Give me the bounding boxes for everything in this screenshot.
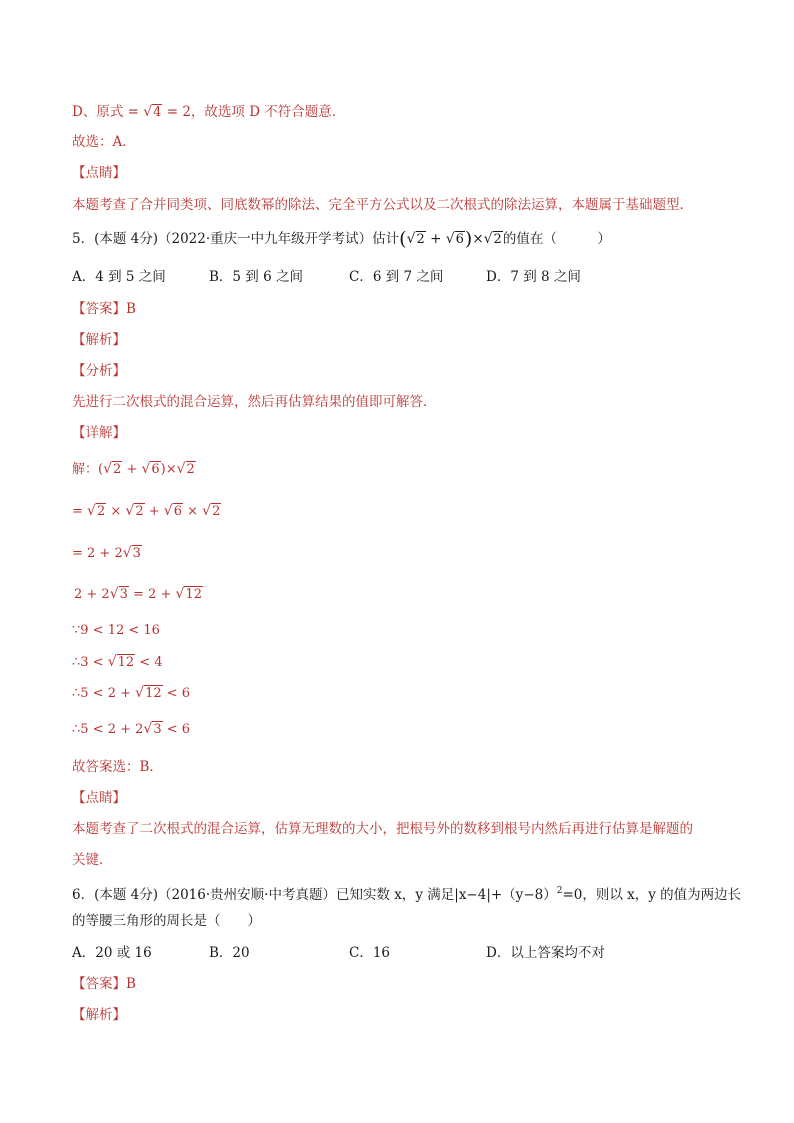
sqrt-2: √2 <box>87 503 106 519</box>
sqrt-2: √2 <box>176 461 195 477</box>
section-heading-dianjing: 【点睛】 <box>72 790 126 806</box>
option-d-explanation <box>72 103 345 122</box>
step-3: = 2 + 2√3 <box>72 545 141 561</box>
section-heading-dianjing: 【点睛】 <box>72 165 126 181</box>
question-5-stem: 5．(本题 4分)（2022·重庆一中九年级开学考试）估计(√2 + √6)×√2的值在（ ） <box>72 228 611 250</box>
option-c: C．16 <box>349 945 391 961</box>
answer-label: 【答案】B <box>72 976 136 992</box>
section-heading-jiexi: 【解析】 <box>72 332 126 348</box>
comment-text-line-2: 关键． <box>72 852 113 868</box>
sqrt-3: √3 <box>122 545 141 561</box>
option-a: A．20 或 16 <box>72 945 152 961</box>
section-heading-fenxi: 【分析】 <box>72 363 126 379</box>
option-c: C．6 到 7 之间 <box>349 269 444 285</box>
step-6: ∴3 < √12 < 4 <box>72 654 163 670</box>
answer-choice: 故选：A． <box>72 134 136 150</box>
step-7: ∴5 < 2 + √12 < 6 <box>72 685 191 701</box>
step-8: ∴5 < 2 + 2√3 < 6 <box>72 721 191 737</box>
analysis-text: 先进行二次根式的混合运算，然后再估算结果的值即可解答． <box>72 394 437 410</box>
option-b: B．5 到 6 之间 <box>209 269 303 285</box>
text: D、原式 = <box>72 104 144 120</box>
sqrt-2: √2 <box>103 461 122 477</box>
comment-text-line-1: 本题考查了二次根式的混合运算，估算无理数的大小，把根号外的数移到根号内然后再进行估算是解题的 <box>72 821 693 837</box>
sqrt-6: √6 <box>141 461 160 477</box>
sqrt-2: √2 <box>202 503 221 519</box>
text: = 2，故选项 D 不符合题意． <box>162 104 346 120</box>
sqrt-6: √6 <box>163 503 182 519</box>
answer-label: 【答案】B <box>72 301 136 317</box>
question-6-stem-line-2: 的等腰三角形的周长是（ ） <box>72 913 261 929</box>
option-d: D．以上答案均不对 <box>486 945 605 961</box>
sqrt-6: √6 <box>445 231 464 247</box>
final-answer: 故答案选：B． <box>72 759 163 775</box>
sqrt-12: √12 <box>175 586 202 602</box>
sqrt-expression: √4 <box>143 104 162 120</box>
option-a: A．4 到 5 之间 <box>72 269 166 285</box>
section-heading-xiangjie: 【详解】 <box>72 425 126 441</box>
question-6-stem-line-1: 6．(本题 4分)（2016·贵州安顺·中考真题）已知实数 x，y 满足$|x-4|+(y-8)^2=0$，则以 x，y 的值为两边长 <box>72 886 742 903</box>
sqrt-2: √2 <box>406 231 425 247</box>
sqrt-3: √3 <box>109 586 128 602</box>
step-1: 解：(√2 + √6)×√2 <box>72 461 195 477</box>
comment-text: 本题考查了合并同类项、同底数幂的除法、完全平方公式以及二次根式的除法运算，本题属于基础题型． <box>72 197 693 213</box>
section-heading-jiexi: 【解析】 <box>72 1007 126 1023</box>
sqrt-3: √3 <box>143 721 162 737</box>
option-d: D．7 到 8 之间 <box>486 269 581 285</box>
step-5: ∵9 < 12 < 16 <box>72 623 160 638</box>
sqrt-2: √2 <box>483 231 502 247</box>
sqrt-12: √12 <box>135 685 162 701</box>
sqrt-2: √2 <box>125 503 144 519</box>
option-b: B．20 <box>209 945 250 961</box>
sqrt-12: √12 <box>107 654 135 670</box>
step-4: 2 + 2√3 = 2 + √12 <box>74 586 202 602</box>
step-2: = √2 × √2 + √6 × √2 <box>72 503 221 519</box>
